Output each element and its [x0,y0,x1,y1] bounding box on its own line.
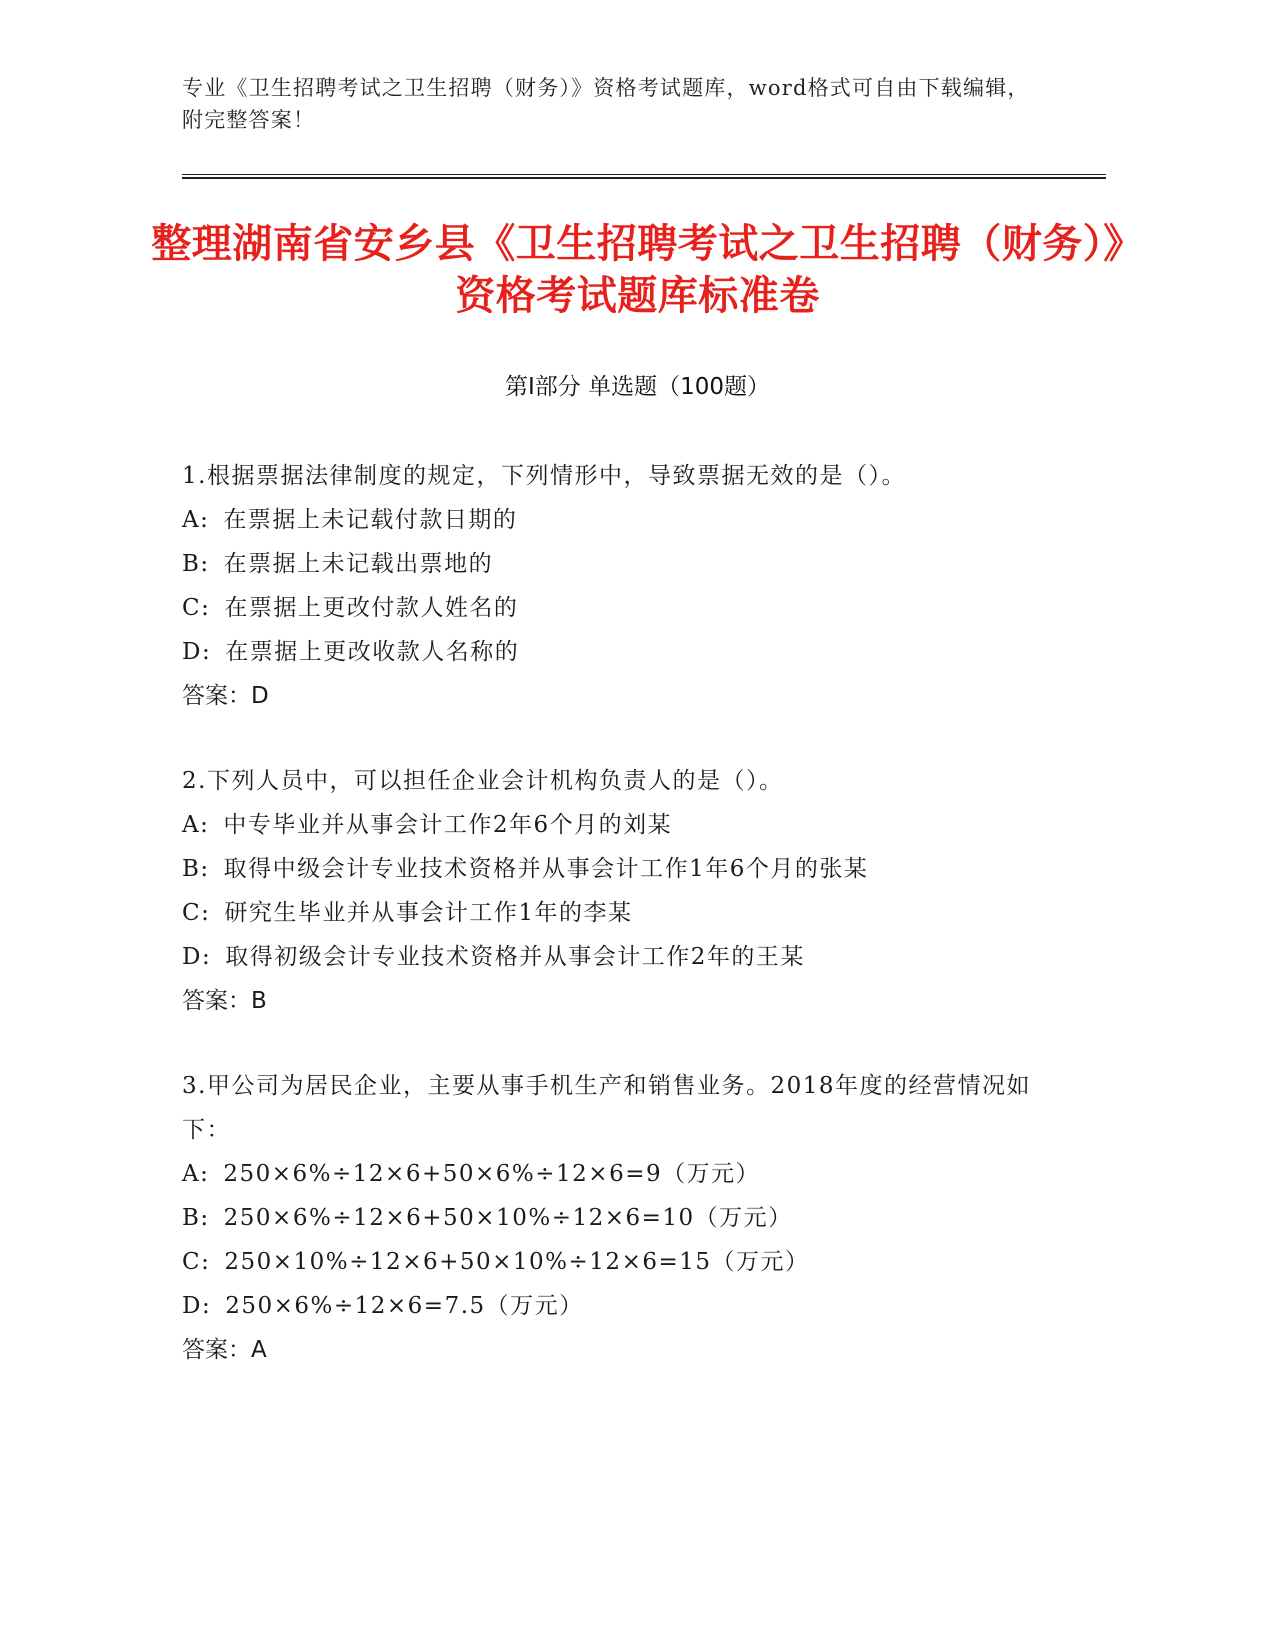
header-divider [182,174,1106,179]
option-letter: C: [182,1249,211,1275]
option-a [182,803,1052,847]
option-letter: D: [182,639,212,665]
option-letter: C: [182,595,211,621]
option-d [182,935,1052,979]
option-letter: B: [182,856,210,882]
option-letter: D: [182,944,212,970]
option-c [182,1240,1052,1284]
option-text: 250×6%÷12×6=7.5（万元） [225,1293,584,1319]
option-text: 在票据上未记载出票地的 [223,551,494,577]
document-title: 整理湖南省安乡县《卫生招聘考试之卫生招聘（财务）》资格考试题库标准卷 [151,221,1124,319]
option-c [182,586,1052,630]
section-title: 第Ⅰ部分 单选题（100题） [505,374,770,400]
option-text: 250×6%÷12×6+50×10%÷12×6=10（万元） [223,1205,793,1231]
answer-line: 答案：A [182,1337,267,1363]
option-text: 在票据上更改付款人姓名的 [224,595,519,621]
option-b [182,847,1052,891]
option-text: 在票据上更改收款人名称的 [225,639,520,665]
question-1 [182,454,1052,718]
option-text: 研究生毕业并从事会计工作1年的李某 [224,900,633,926]
option-text: 取得初级会计专业技术资格并从事会计工作2年的王某 [225,944,805,970]
option-b [182,542,1052,586]
option-d [182,630,1052,674]
question-2 [182,759,1052,1023]
question-stem: 2.下列人员中，可以担任企业会计机构负责人的是（）。 [182,768,784,794]
question-stem: 1.根据票据法律制度的规定，下列情形中，导致票据无效的是（）。 [182,463,906,489]
question-stem: 3.甲公司为居民企业，主要从事手机生产和销售业务。2018年度的经营情况如下： [182,1073,1031,1143]
option-letter: C: [182,900,211,926]
option-letter: A: [182,1161,210,1187]
option-c [182,891,1052,935]
question-3 [182,1064,1052,1372]
option-d [182,1284,1052,1328]
option-text: 250×6%÷12×6+50×6%÷12×6=9（万元） [223,1161,761,1187]
option-text: 中专毕业并从事会计工作2年6个月的刘某 [223,812,673,838]
option-b [182,1196,1052,1240]
option-a [182,498,1052,542]
answer-line: 答案：D [182,683,269,709]
option-text: 取得中级会计专业技术资格并从事会计工作1年6个月的张某 [223,856,869,882]
option-letter: B: [182,1205,210,1231]
option-letter: A: [182,812,210,838]
option-a [182,1152,1052,1196]
option-letter: D: [182,1293,212,1319]
option-text: 在票据上未记载付款日期的 [223,507,518,533]
option-letter: B: [182,551,210,577]
option-text: 250×10%÷12×6+50×10%÷12×6=15（万元） [224,1249,810,1275]
header-note: 专业《卫生招聘考试之卫生招聘（财务）》资格考试题库，word格式可自由下载编辑，附完整答案！ [182,76,1030,132]
answer-line: 答案：B [182,988,267,1014]
option-letter: A: [182,507,210,533]
